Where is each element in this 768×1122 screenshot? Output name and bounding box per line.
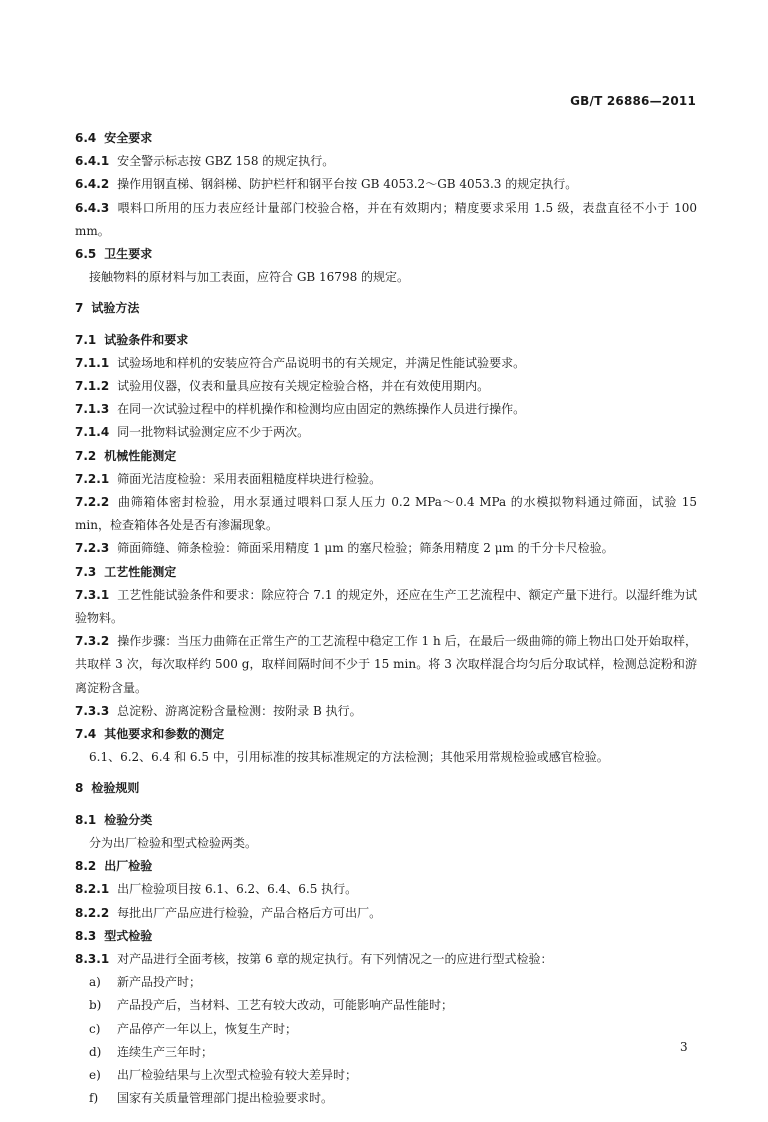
clause: 7.1.2 试验用仪器，仪表和量具应按有关规定检验合格，并在有效使用期内。	[75, 379, 490, 394]
list-item: b) 产品投产后，当材料、工艺有较大改动，可能影响产品性能时；	[89, 998, 454, 1013]
clause: 8.2.2 每批出厂产品应进行检验，产品合格后方可出厂。	[75, 905, 382, 920]
document-body	[75, 127, 697, 1110]
list-item: a) 新产品投产时；	[89, 975, 202, 990]
section-heading: 8.3 型式检验	[75, 928, 153, 943]
section-heading: 8.1 检验分类	[75, 812, 153, 827]
section-heading: 7.2 机械性能测定	[75, 448, 177, 463]
section-heading: 8.2 出厂检验	[75, 859, 153, 874]
chapter-heading: 8 检验规则	[75, 781, 140, 796]
clause: 7.3.3 总淀粉、游离淀粉含量检测：按附录 B 执行。	[75, 703, 362, 718]
paragraph: 分为出厂检验和型式检验两类。	[89, 835, 258, 850]
clause: 6.4.3 喂料口所用的压力表应经计量部门校验合格，并在有效期内；精度要求采用 1.5 级，表盘直径不小于 100 mm。	[75, 200, 697, 238]
standard-number: GB/T 26886—2011	[570, 94, 696, 108]
section-heading: 7.1 试验条件和要求	[75, 332, 189, 347]
clause: 7.2.1 筛面光洁度检验：采用表面粗糙度样块进行检验。	[75, 471, 382, 486]
chapter-heading: 7 试验方法	[75, 301, 140, 316]
clause: 6.4.1 安全警示标志按 GBZ 158 的规定执行。	[75, 154, 335, 169]
clause: 6.4.2 操作用钢直梯、钢斜梯、防护栏杆和钢平台按 GB 4053.2～GB 4053.3 的规定执行。	[75, 177, 578, 192]
list-item: d) 连续生产三年时；	[89, 1044, 214, 1059]
paragraph: 接触物料的原材料与加工表面，应符合 GB 16798 的规定。	[89, 270, 410, 285]
paragraph: 6.1、6.2、6.4 和 6.5 中，引用标准的按其标准规定的方法检测；其他采用常规检验或感官检验。	[89, 750, 609, 765]
clause: 7.2.2 曲筛箱体密封检验，用水泵通过喂料口泵人压力 0.2 MPa～0.4 MPa 的水模拟物料通过筛面，试验 15 min，检查箱体各处是否有渗漏现象。	[75, 495, 697, 533]
list-item: f) 国家有关质量管理部门提出检验要求时。	[89, 1091, 334, 1106]
clause: 8.2.1 出厂检验项目按 6.1、6.2、6.4、6.5 执行。	[75, 882, 358, 897]
page-number: 3	[680, 1040, 688, 1054]
list-item: c) 产品停产一年以上，恢复生产时；	[89, 1021, 298, 1036]
section-heading: 6.4 安全要求	[75, 131, 153, 145]
list-item: e) 出厂检验结果与上次型式检验有较大差异时；	[89, 1067, 358, 1082]
section-heading: 6.5 卫生要求	[75, 247, 153, 262]
clause: 8.3.1 对产品进行全面考核，按第 6 章的规定执行。有下列情况之一的应进行型式检验：	[75, 951, 553, 966]
section-heading: 7.4 其他要求和参数的测定	[75, 727, 225, 742]
clause: 7.1.1 试验场地和样机的安装应符合产品说明书的有关规定，并满足性能试验要求。	[75, 355, 526, 370]
clause: 7.1.3 在同一次试验过程中的样机操作和检测均应由固定的熟练操作人员进行操作。	[75, 402, 526, 417]
clause: 7.2.3 筛面筛缝、筛条检验：筛面采用精度 1 μm 的塞尺检验；筛条用精度 2 μm 的千分卡尺检验。	[75, 541, 614, 556]
clause: 7.1.4 同一批物料试验测定应不少于两次。	[75, 425, 310, 440]
clause: 7.3.1 工艺性能试验条件和要求：除应符合 7.1 的规定外，还应在生产工艺流程中、额定产量下进行。以湿纤维为试验物料。	[75, 587, 697, 626]
clause: 7.3.2 操作步骤：当压力曲筛在正常生产的工艺流程中稳定工作 1 h 后，在最后一级曲筛的筛上物出口处开始取样，共取样 3 次，每次取样约 500 g，取样间隔时间不少于 15 min。将 3 次取样混合均匀后分取试样，检测总淀粉和游离淀粉含量。	[75, 634, 697, 695]
section-heading: 7.3 工艺性能测定	[75, 564, 177, 579]
